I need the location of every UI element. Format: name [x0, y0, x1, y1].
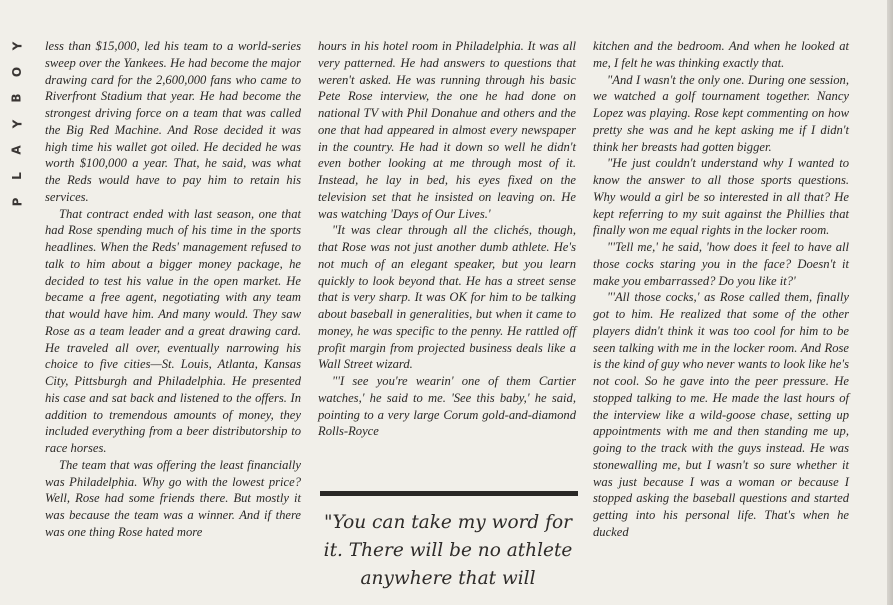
- paragraph: "It was clear through all the clichés, though, that Rose was not just another dumb athlete. He's not much of an elegant speaker, but you learn quickly to look beyond that. He has a street sense that is very sharp. It was OK for him to be talking about baseball in generalities, but when it came to money, he was specific to the penny. He rattled off profit margin from projected business deals like a Wall Street wizard.: [318, 223, 576, 372]
- paragraph: kitchen and the bedroom. And when he looked at me, I felt he was thinking exactly that.: [593, 39, 849, 70]
- pullquote-rule: [320, 491, 578, 496]
- paragraph: hours in his hotel room in Philadelphia. It was all very patterned. He had answers to questions that weren't asked. He was running through his basic Pete Rose interview, the one he had done on national TV with Phil Donahue and others and the one that had appeared in almost every newspaper in the country. He had it down so well he didn't even bother looking at me through most of it. Instead, he lay in bed, his eyes fixed on the television set that he insisted on leaving on. He was watching 'Days of Our Lives.': [318, 39, 576, 221]
- pull-quote: "You can take my word for it. There will be no athlete anywhere that will: [323, 512, 573, 589]
- running-head-letter: Y: [9, 41, 24, 51]
- magazine-running-head: [9, 38, 25, 220]
- paragraph: "'I see you're wearin' one of them Cartier watches,' he said to me. 'See this baby,' he said, pointing to a very large Corum gold-and-diamond Rolls-Royce: [318, 374, 576, 439]
- article-column-3: [593, 38, 849, 541]
- running-head-letter: Y: [9, 119, 24, 129]
- paragraph: less than $15,000, led his team to a world-series sweep over the Yankees. He had become the major drawing card for the 2,600,000 fans who came to Riverfront Stadium that year. He had become the strongest driving force on a team that was called the Big Red Machine. And Rose decided it was high time his wallet got oiled. He decided he was worth $100,000 a year. That, he said, was what the Reds would have to pay him to retain his services.: [45, 39, 301, 204]
- running-head-letter: B: [10, 93, 24, 103]
- paragraph: "'Tell me,' he said, 'how does it feel to have all those cocks staring you in the face? Doesn't it make you embarrassed? Do you like it?': [593, 240, 849, 288]
- running-head-letter: P: [9, 197, 24, 207]
- paragraph: "'All those cocks,' as Rose called them, finally got to him. He realized that some of the other players didn't think it was too cool for him to be seen talking with me in the locker room. And Rose is the kind of guy who never wants to look like he's not cool. So he gave into the peer pressure. He stopped talking to me. He made the last hours of the interview like a wild-goose chase, setting up appointments with me and then standing me up, going to the track with the guys instead. He was stonewalling me, but I wasn't so sure whether it was just because I was a woman or because I stopped asking the baseball questions and started getting into his personal life. That's when he ducked: [593, 290, 849, 539]
- article-column-2: [318, 38, 576, 440]
- page-edge-shadow: [887, 0, 893, 605]
- paragraph: "He just couldn't understand why I wanted to know the answer to all those sports questions. Why would a girl be so interested in all that? He kept referring to my suit against the Phillies that finally won me equal rights in the locker room.: [593, 156, 849, 238]
- article-column-1: [45, 38, 301, 541]
- running-head-letter: L: [10, 172, 24, 180]
- paragraph: That contract ended with last season, one that had Rose spending much of his time in the sports headlines. When the Reds' management refused to talk to him about a bigger money package, he decided to test his value in the open market. He became a free agent, negotiating with any team that would have him. And many would. They saw Rose as a team leader and a great drawing card. He traveled all over, eventually narrowing his choice to five cities—St. Louis, Atlanta, Kansas City, Pittsburgh and Philadelphia. He presented his case and sat back and listened to the offers. In addition to tremendous amounts of money, they included everything from a beer distributorship to race horses.: [45, 206, 301, 455]
- paragraph: The team that was offering the least financially was Philadelphia. Why go with the lowest price? Well, Rose had some friends there. But mostly it was because the team was a winner. And if there was one thing Rose hated more: [45, 457, 301, 539]
- running-head-letter: O: [9, 66, 24, 78]
- running-head-letter: A: [9, 145, 24, 155]
- paragraph: "And I wasn't the only one. During one session, we watched a golf tournament together. Nancy Lopez was playing. Rose kept commenting on how pretty she was and he kept asking me if I didn't think her breasts had gotten bigger.: [593, 72, 849, 154]
